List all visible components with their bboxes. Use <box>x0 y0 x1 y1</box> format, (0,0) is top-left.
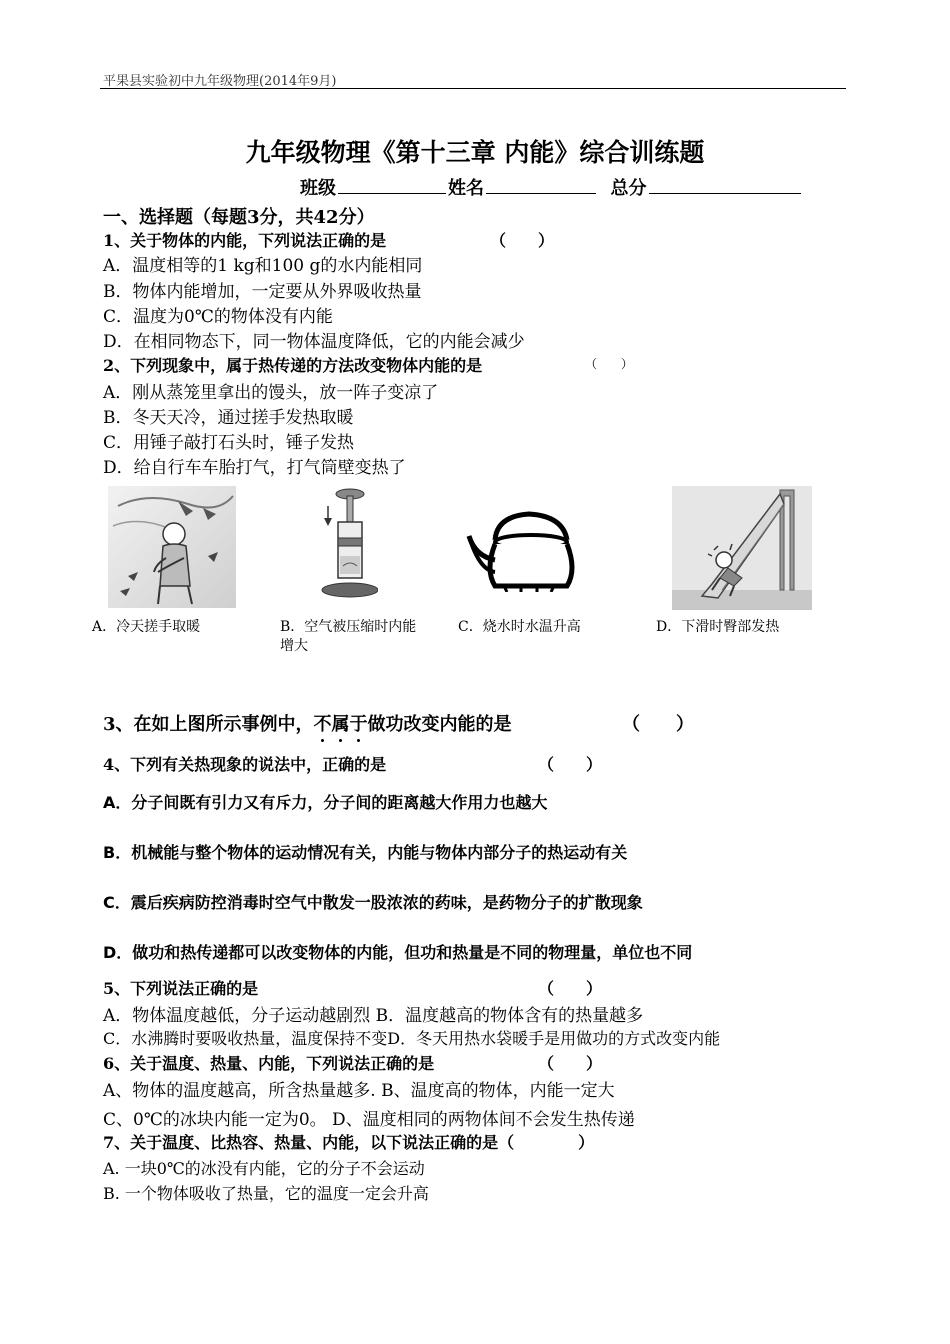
question-3-suffix: 做功改变内能的是 <box>367 714 512 735</box>
q1-option-a: A．温度相等的1 kg和100 g的水内能相同 <box>103 256 423 276</box>
figure-d-image <box>672 486 812 610</box>
question-3-prefix: 3、在如上图所示事例中， <box>103 714 314 735</box>
section-heading: 一、选择题（每题3分，共42分） <box>103 207 375 228</box>
question-5-text: 5、下列说法正确的是 <box>103 979 259 998</box>
q4-option-d: D．做功和热传递都可以改变物体的内能，但功和热量是不同的物理量，单位也不同 <box>103 943 693 962</box>
question-3 <box>103 710 512 736</box>
question-6-text: 6、关于温度、热量、内能，下列说法正确的是 <box>103 1054 435 1073</box>
class-label: 班级 <box>300 178 336 199</box>
q1-option-d: D．在相同物态下，同一物体温度降低，它的内能会减少 <box>103 332 525 352</box>
question-1-text: 1、关于物体的内能，下列说法正确的是 <box>103 231 387 250</box>
q1-option-c: C．温度为0℃的物体没有内能 <box>103 307 333 327</box>
q2-option-b: B．冬天天冷，通过搓手发热取暖 <box>103 408 354 428</box>
q2-option-d: D．给自行车车胎打气，打气筒壁变热了 <box>103 458 406 478</box>
question-1 <box>103 228 386 251</box>
q5-options-line-2: C．水沸腾时要吸收热量，温度保持不变D．冬天用热水袋暖手是用做功的方式改变内能 <box>103 1029 721 1048</box>
total-blank[interactable] <box>649 175 801 194</box>
emphasis-char-1: 不 <box>313 714 332 735</box>
q5-options-line-1: A．物体温度越低，分子运动越剧烈 B．温度越高的物体含有的热量越多 <box>103 1006 644 1026</box>
figure-c-caption: C．烧水时水温升高 <box>458 619 581 635</box>
question-2-text: 2、下列现象中，属于热传递的方法改变物体内能的是 <box>103 356 483 375</box>
q4-option-b: B．机械能与整个物体的运动情况有关，内能与物体内部分子的热运动有关 <box>103 843 628 862</box>
q6-options-line-1: A、物体的温度越高，所含热量越多. B、温度高的物体，内能一定大 <box>103 1081 615 1101</box>
figure-c-image <box>465 510 595 592</box>
figure-b-image <box>318 486 378 608</box>
question-6-answer-paren[interactable]: （ ） <box>538 1054 603 1073</box>
total-label: 总分 <box>610 178 647 199</box>
question-1-answer-paren[interactable]: （ ） <box>490 231 555 250</box>
q6-options-line-2: C、0℃的冰块内能一定为0。 D、温度相同的两物体间不会发生热传递 <box>103 1110 635 1130</box>
figure-a-caption: A．冷天搓手取暖 <box>92 619 201 635</box>
q7-option-a: A. 一块0℃的冰没有内能，它的分子不会运动 <box>103 1159 425 1178</box>
question-4-text: 4、下列有关热现象的说法中，正确的是 <box>103 755 387 774</box>
q7-option-b: B. 一个物体吸收了热量，它的温度一定会升高 <box>103 1184 429 1203</box>
header-rule <box>100 88 846 89</box>
question-4-answer-paren[interactable]: （ ） <box>538 755 603 774</box>
figure-d-caption: D．下滑时臀部发热 <box>656 619 780 635</box>
page-title: 九年级物理《第十三章 内能》综合训练题 <box>245 138 705 167</box>
q1-option-b: B．物体内能增加，一定要从外界吸收热量 <box>103 282 422 302</box>
q2-option-c: C．用锤子敲打石头时，锤子发热 <box>103 433 355 453</box>
q4-option-a: A．分子间既有引力又有斥力，分子间的距离越大作用力也越大 <box>103 793 548 812</box>
question-2-answer-paren[interactable]: （ ） <box>585 357 634 371</box>
class-blank[interactable] <box>338 175 446 194</box>
emphasis-char-2: 属 <box>331 714 350 735</box>
page-header-text: 平果县实验初中九年级物理(2014年9月) <box>103 74 337 89</box>
question-5-answer-paren[interactable]: （ ） <box>538 979 603 998</box>
q4-option-c: C．震后疾病防控消毒时空气中散发一股浓浓的药味，是药物分子的扩散现象 <box>103 893 643 912</box>
question-3-answer-paren[interactable]: （ ） <box>622 714 694 735</box>
name-blank[interactable] <box>486 175 596 194</box>
q2-option-a: A．刚从蒸笼里拿出的馒头，放一阵子变凉了 <box>103 383 439 403</box>
figure-b-caption: B．空气被压缩时内能增大 <box>280 619 417 654</box>
name-label: 姓名 <box>448 178 484 199</box>
question-7-text: 7、关于温度、比热容、热量、内能，以下说法正确的是（ ） <box>103 1133 595 1152</box>
emphasis-char-3: 于 <box>349 714 368 735</box>
figure-a-image <box>108 486 236 608</box>
student-info-line <box>300 174 803 200</box>
